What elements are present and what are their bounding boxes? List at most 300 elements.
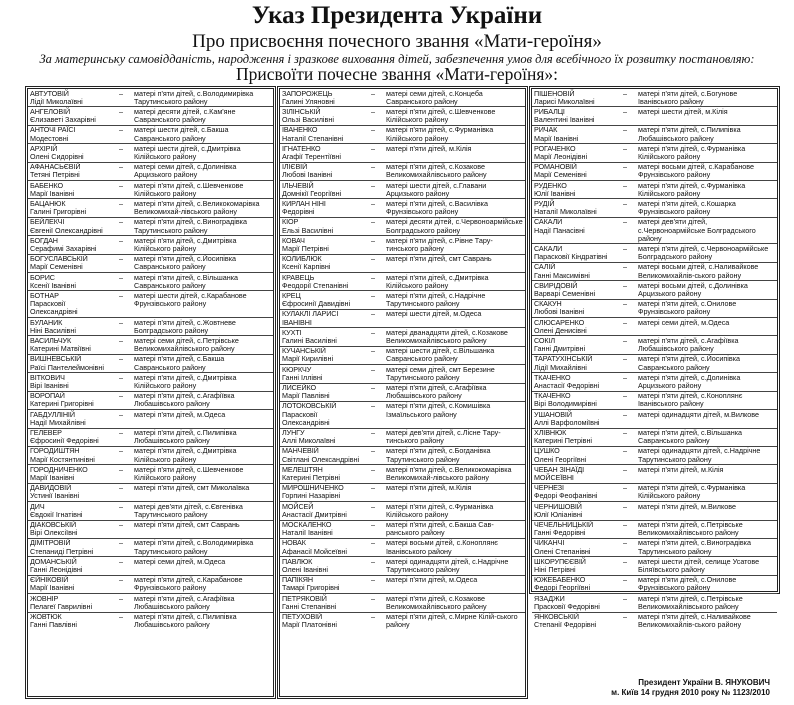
honoree-given-name: Єфросинії Федорівні — [30, 436, 99, 446]
honoree-surname: ЮЖЕБАБЕНКО — [534, 575, 586, 585]
honoree-entry — [532, 89, 777, 107]
honoree-given-name: Горпині Назарівні — [282, 491, 341, 501]
dash-separator: – — [623, 446, 627, 456]
honoree-description: матері семи дітей, м.Одеса — [134, 557, 226, 566]
honoree-description: матері п'яти дітей, с.Володимирівка Тарутинського району — [134, 538, 254, 556]
honoree-surname: МЕЛЕШТЯН — [282, 465, 323, 474]
honoree-name — [28, 539, 108, 555]
dash-separator: – — [119, 428, 123, 438]
honoree-surname: МАНЧЕВІЙ — [282, 446, 319, 456]
honoree-description: матері п'яти дітей, с.Кошарка Фрунзівського району — [638, 199, 736, 217]
honoree-given-name: Варварі Семенівні — [534, 288, 596, 298]
honoree-entry — [280, 502, 525, 520]
honoree-given-name: Анастасії Федорівні — [534, 381, 600, 390]
honoree-name — [280, 163, 360, 179]
honoree-name — [280, 429, 360, 445]
honoree-entry — [280, 218, 525, 236]
honoree-description: матері шести дітей, м.Кілія — [638, 107, 728, 116]
dash-separator: – — [623, 299, 627, 309]
honoree-name — [532, 245, 612, 261]
honoree-entry — [280, 557, 525, 575]
honoree-surname: ДИЧ — [30, 502, 45, 511]
honoree-surname: ДІМІТРОВІЙ — [30, 538, 71, 548]
honoree-description: матері п'яти дітей, с.Йосипівка Савранського району — [638, 354, 741, 372]
honoree-given-name: Світлані Олександрівні — [282, 454, 360, 464]
honoree-entry — [28, 355, 273, 373]
honoree-name — [532, 374, 612, 390]
dash-separator: – — [623, 144, 627, 153]
honoree-surname: ІЛЬЧЕВІЙ — [282, 181, 314, 190]
honoree-name — [280, 255, 360, 271]
honoree-surname: СЛЮСАРЕНКО — [534, 318, 585, 327]
honoree-description: матері п'яти дітей, с.Пилипівка Любашівського району — [134, 612, 237, 630]
dash-separator: – — [623, 318, 627, 327]
dash-separator: – — [119, 199, 123, 208]
honoree-given-name: Олені Степанівні — [534, 546, 591, 556]
honoree-entry — [280, 402, 525, 429]
honoree-description: матері п'яти дітей, с.Козакове Великомихайлівського району — [386, 162, 487, 180]
honoree-description: матері п'яти дітей, м.Кілія — [386, 483, 472, 493]
honoree-entry — [532, 318, 777, 336]
honoree-name — [28, 319, 108, 335]
honoree-entry — [280, 613, 525, 630]
honoree-entry — [532, 244, 777, 262]
dash-separator: – — [623, 483, 627, 493]
honoree-surname: ГЕЛЕВЕР — [30, 428, 62, 438]
honoree-description: матері восьми дітей, с.Долинівка Арцизького району — [638, 281, 748, 298]
honoree-entry — [28, 255, 273, 273]
honoree-surname: КУЛАКЛІ ЛАРИСІ ІВАНІВНІ — [282, 309, 339, 327]
dash-separator: – — [371, 383, 375, 392]
honoree-description: матері п'яти дітей, с.Петрівське Великомихайлівського району — [638, 594, 743, 611]
honoree-entry — [532, 263, 777, 281]
dash-separator: – — [371, 575, 375, 585]
honoree-description: матері п'яти дітей, с.Фурманівка Кілійського району — [638, 181, 746, 198]
honoree-surname: ІЛІЄВІЙ — [282, 162, 308, 172]
honoree-entry — [280, 447, 525, 465]
honoree-name — [532, 447, 612, 463]
dash-separator: – — [119, 391, 123, 401]
honoree-name — [532, 484, 612, 500]
honoree-description: матері п'яти дітей, с.Шевченкове Кілійського району — [134, 181, 244, 198]
dash-separator: – — [371, 125, 375, 135]
honoree-description: матері шести дітей, селище Усатове Біляївського району — [638, 557, 760, 575]
honoree-name — [280, 292, 360, 308]
honoree-description: матері п'яти дітей, с.Фурманівка Кілійського району — [638, 144, 746, 161]
honoree-entry — [532, 144, 777, 162]
decree-preamble: За материнську самовідданість, народження і зразкове виховання дітей, забезпечення умов для всебічного їх розвитку постановляю: — [39, 52, 755, 66]
honoree-description: матері п'яти дітей, с.Йосипівка Савранського району — [134, 254, 237, 272]
honoree-surname: БОГУСЛАВСЬКІЙ — [30, 254, 88, 264]
honoree-given-name: Парасковії Олександрівні — [30, 299, 78, 317]
dash-separator: – — [623, 281, 627, 290]
honoree-given-name: Надії Панасівні — [534, 225, 585, 235]
honoree-name — [280, 558, 360, 574]
honoree-name — [28, 292, 108, 317]
names-column-2 — [279, 88, 526, 697]
honoree-description: матері п'яти дітей, с.Долинівка Арцизького району — [638, 373, 741, 390]
honoree-name — [532, 300, 612, 316]
honoree-surname: РОГАЧЕНКО — [534, 144, 576, 153]
honoree-name — [532, 595, 612, 611]
honoree-description: матері п'яти дітей, м.Кілія — [638, 465, 724, 474]
honoree-given-name: Олені Георгіївні — [534, 454, 587, 464]
dash-separator: – — [119, 273, 123, 282]
dash-separator: – — [371, 144, 375, 153]
dash-separator: – — [371, 273, 375, 282]
honoree-given-name: Олені Іванівні — [282, 565, 328, 575]
honoree-given-name: Лідії Миколаївні — [30, 96, 83, 106]
honoree-entry — [280, 576, 525, 594]
honoree-given-name: Марії Петрівні — [282, 243, 329, 253]
honoree-given-name: Парасковії Олександрівні — [282, 409, 330, 427]
honoree-description: матері шести дітей, с.Дмитрівка Кілійського району — [134, 144, 241, 161]
honoree-entry — [28, 181, 273, 199]
dash-separator: – — [119, 520, 123, 530]
honoree-entry — [532, 163, 777, 181]
dash-separator: – — [623, 162, 627, 172]
honoree-surname: ЛУНГУ — [282, 428, 305, 438]
honoree-surname: КРАВЕЦЬ — [282, 273, 315, 282]
honoree-entry — [28, 236, 273, 254]
honoree-description: матері п'яти дітей, с.Бакша Сав-ранського району — [386, 520, 494, 538]
honoree-surname: РОМАНОВІЙ — [534, 162, 577, 172]
honoree-description: матері п'яти дітей, смт Миколаївка — [134, 483, 250, 493]
dash-separator: – — [623, 502, 627, 511]
honoree-name — [280, 613, 360, 629]
honoree-description: матері п'яти дітей, м.Вилкове — [638, 502, 736, 511]
honoree-name — [280, 366, 360, 382]
honoree-given-name: Раїсі Пантелеймонівні — [30, 362, 104, 372]
honoree-surname: ГАБДУЛЛІНІЙ — [30, 410, 75, 419]
honoree-surname: АФАНАСЬЄВІЙ — [30, 162, 81, 172]
honoree-entry — [28, 392, 273, 410]
honoree-name — [28, 274, 108, 290]
honoree-surname: ТАРАТУХІНСЬКІЙ — [534, 354, 593, 364]
honoree-surname: КИРЛАН НІНІ — [282, 199, 326, 208]
honoree-surname: ЛОТОКОВСЬКІЙ — [282, 401, 337, 411]
honoree-name — [28, 484, 108, 500]
honoree-description: матері п'яти дітей, с.Виноградівка Тарутинського району — [638, 538, 751, 556]
honoree-entry — [28, 107, 273, 125]
honoree-given-name: Марії Платонівні — [282, 620, 338, 630]
honoree-name — [532, 90, 612, 106]
honoree-surname: ЧЕБАН ЗІНАЇДІ МОЙСЕЇВНІ — [534, 465, 585, 483]
honoree-entry — [280, 236, 525, 254]
honoree-given-name: Модестовні — [30, 133, 69, 143]
honoree-given-name: Марії Іванівні — [30, 583, 75, 593]
honoree-given-name: Аллі Варфоломіївні — [534, 417, 600, 427]
honoree-entry — [532, 392, 777, 410]
honoree-entry — [280, 384, 525, 402]
honoree-surname: ЄЙНІКОВІЙ — [30, 575, 69, 585]
honoree-entry — [532, 336, 777, 354]
honoree-name — [280, 539, 360, 555]
honoree-surname: ВИШНЕВСЬКІЙ — [30, 354, 82, 364]
dash-separator: – — [119, 594, 123, 603]
names-column-3 — [531, 88, 778, 630]
honoree-name — [280, 329, 360, 345]
honoree-name — [532, 282, 612, 298]
honoree-name — [532, 126, 612, 142]
dash-separator: – — [119, 465, 123, 474]
honoree-surname: КЮРКЧУ — [282, 365, 312, 374]
honoree-description: матері шести дітей, с.Вільшанка Савранського району — [386, 346, 495, 364]
honoree-description: матері шести дітей, с.Главани Арцизького району — [386, 181, 487, 198]
honoree-given-name: Парасковії Кіндратівні — [534, 252, 608, 262]
honoree-given-name: Юлії Іванівні — [534, 188, 576, 198]
honoree-entry — [28, 163, 273, 181]
honoree-name — [28, 466, 108, 482]
honoree-surname: ДІАКОВСЬКІЙ — [30, 520, 77, 530]
honoree-description: матері п'яти дітей, с.Агафіївка Любашівського району — [134, 391, 235, 409]
honoree-description: матері п'яти дітей, с.Дмитрівка Кілійського району — [386, 273, 489, 290]
honoree-entry — [280, 255, 525, 273]
honoree-description: матері десяти дітей, с.Червоноармійське Болградського району — [386, 217, 523, 235]
dash-separator: – — [119, 318, 123, 327]
honoree-name — [28, 392, 108, 408]
honoree-given-name: Марії Семенівні — [30, 262, 83, 272]
honoree-surname: РУДІЙ — [534, 199, 555, 208]
honoree-surname: ПІШЕНОВІЙ — [534, 89, 575, 98]
honoree-surname: ВОРОПАЙ — [30, 391, 65, 401]
honoree-entry — [532, 300, 777, 318]
dash-separator: – — [623, 336, 627, 345]
honoree-given-name: Марії Павлівні — [282, 391, 330, 401]
decree-heading: Присвоїти почесне звання «Мати-героїня»: — [235, 64, 559, 84]
honoree-entry — [28, 576, 273, 594]
honoree-given-name: Марії Леонідівні — [534, 151, 588, 161]
honoree-description: матері шести дітей, с.Карабанове Фрунзівського району — [134, 291, 247, 309]
honoree-description: матері дев'яти дітей, с.Червоноармійське Болградського району — [638, 217, 756, 243]
honoree-given-name: Анастасії Дмитрівні — [282, 509, 347, 519]
honoree-description: матері п'яти дітей, м.Одеса — [134, 410, 226, 419]
honoree-given-name: Надії Михайлівні — [30, 417, 86, 427]
honoree-entry — [28, 521, 273, 539]
honoree-entry — [280, 144, 525, 162]
honoree-entry — [532, 218, 777, 245]
honoree-surname: ЖОВТЮК — [30, 612, 62, 622]
honoree-entry — [532, 126, 777, 144]
honoree-description: матері восьми дітей, с.Наливайкове Великомихайлів-ського району — [638, 262, 759, 280]
honoree-entry — [532, 199, 777, 217]
honoree-surname: ІГНАТЕНКО — [282, 144, 321, 153]
honoree-entry — [28, 291, 273, 318]
honoree-name — [280, 200, 360, 216]
honoree-name — [280, 182, 360, 198]
dash-separator: – — [371, 465, 375, 474]
honoree-name — [280, 90, 360, 106]
dash-separator: – — [119, 236, 123, 245]
honoree-surname: РИЧАК — [534, 125, 558, 135]
honoree-entry — [280, 328, 525, 346]
honoree-description: матері п'яти дітей, с.Онилове Фрунзівського району — [638, 299, 737, 317]
dash-separator: – — [119, 181, 123, 190]
honoree-given-name: Олені Денисівні — [534, 325, 587, 335]
honoree-entry — [280, 347, 525, 365]
honoree-surname: АВТУТОВІЙ — [30, 89, 69, 98]
honoree-name — [280, 503, 360, 519]
dash-separator: – — [119, 125, 123, 135]
honoree-surname: НОВАК — [282, 538, 306, 548]
honoree-name — [532, 319, 612, 335]
honoree-given-name: Ганні Федорівні — [534, 528, 586, 538]
dash-separator: – — [623, 391, 627, 401]
dash-separator: – — [119, 89, 123, 98]
honoree-entry — [28, 429, 273, 447]
dash-separator: – — [119, 354, 123, 364]
honoree-given-name: Марії Іванівні — [534, 133, 579, 143]
honoree-description: матері семи дітей, смт Березине Тарутинського району — [386, 365, 495, 382]
honoree-surname: ЧЕРНЕЗІ — [534, 483, 564, 493]
honoree-name — [28, 576, 108, 592]
honoree-description: матері семи дітей, с.Петрівське Великомихайлівського району — [134, 336, 239, 354]
honoree-given-name: Вірі Володимирівні — [534, 399, 597, 409]
honoree-given-name: Катерині Петрівні — [534, 436, 593, 446]
dash-separator: – — [119, 162, 123, 172]
dash-separator: – — [371, 446, 375, 456]
honoree-given-name: Ользі Василівні — [282, 115, 334, 125]
honoree-surname: ХЛІВНЮК — [534, 428, 567, 438]
honoree-entry — [280, 594, 525, 612]
honoree-entry — [532, 557, 777, 575]
honoree-name — [280, 145, 360, 161]
honoree-name — [28, 613, 108, 629]
dash-separator: – — [119, 483, 123, 493]
dash-separator: – — [371, 107, 375, 116]
honoree-given-name: Наталії Степанівні — [282, 133, 344, 143]
dash-separator: – — [119, 446, 123, 456]
dash-separator: – — [371, 309, 375, 319]
honoree-name — [532, 521, 612, 537]
honoree-description: матері п'яти дітей, с.Великокомарівка Великомихай-лівського району — [386, 465, 512, 483]
honoree-given-name: Афанасії Мойсеївні — [282, 546, 347, 556]
honoree-given-name: Юлії Юліанівні — [534, 509, 583, 519]
honoree-name — [280, 108, 360, 124]
dash-separator: – — [119, 410, 123, 419]
honoree-description: матері п'яти дітей, м.Одеса — [386, 575, 478, 585]
honoree-surname: БАЦАНЮК — [30, 199, 66, 208]
dash-separator: – — [371, 594, 375, 603]
honoree-surname: ПЕТРЯКОВІЙ — [282, 594, 327, 603]
dash-separator: – — [371, 291, 375, 300]
honoree-name — [532, 337, 612, 353]
honoree-name — [280, 126, 360, 142]
honoree-description: матері дев'яти дітей, с.Євгенівка Тарутинського району — [134, 502, 243, 519]
signature-president: Президент України В. ЯНУКОВИЧ — [638, 678, 770, 687]
honoree-name — [280, 218, 360, 234]
honoree-entry — [280, 539, 525, 557]
honoree-surname: ДОМАНСЬКІЙ — [30, 557, 77, 566]
honoree-surname: УШАНОВІЙ — [534, 410, 572, 419]
honoree-entry — [28, 484, 273, 502]
honoree-description: матері п'яти дітей, с.Вільшанка Савранського району — [638, 428, 743, 446]
honoree-given-name: Марії Костянтинівні — [30, 454, 95, 464]
honoree-given-name: Степаниді Петрівні — [30, 546, 94, 556]
honoree-name — [28, 163, 108, 179]
dash-separator: – — [371, 538, 375, 548]
honoree-entry — [280, 181, 525, 199]
honoree-surname: СВИРІДОВІЙ — [534, 281, 578, 290]
honoree-entry — [280, 365, 525, 383]
honoree-entry — [28, 318, 273, 336]
honoree-given-name: Наталії Миколаївні — [534, 207, 597, 217]
honoree-surname: БОРИС — [30, 273, 55, 282]
dash-separator: – — [119, 575, 123, 585]
honoree-name — [28, 200, 108, 216]
honoree-name — [280, 347, 360, 363]
honoree-surname: ТКАЧЕНКО — [534, 373, 571, 382]
honoree-description: матері п'яти дітей, с.Пилипівка Любашівського району — [638, 125, 741, 143]
dash-separator: – — [623, 181, 627, 190]
honoree-surname: ГОРОДНИЧЕНКО — [30, 465, 88, 474]
honoree-name — [280, 521, 360, 537]
honoree-surname: РУДЕНКО — [534, 181, 567, 190]
honoree-given-name: Домнікії Георгіївні — [282, 188, 342, 198]
honoree-description: матері п'яти дітей, с.Дмитрівка Кілійського району — [134, 373, 237, 390]
decree-title: Указ Президента України — [251, 2, 543, 29]
honoree-entry — [280, 291, 525, 309]
honoree-given-name: Ганні Степанівні — [282, 601, 337, 611]
honoree-surname: ВАСИЛЬЧУК — [30, 336, 72, 345]
honoree-description: матері п'яти дітей, смт Саврань — [134, 520, 240, 530]
honoree-description: матері п'яти дітей, с.Рівне Тару-тинського району — [386, 236, 493, 253]
honoree-name — [28, 521, 108, 537]
dash-separator: – — [623, 89, 627, 98]
honoree-description: матері п'яти дітей, с.Шевченкове Кілійського району — [134, 465, 244, 483]
honoree-name — [532, 613, 612, 629]
honoree-entry — [28, 594, 273, 612]
honoree-name — [532, 145, 612, 161]
honoree-given-name: Серафимі Захарівні — [30, 243, 97, 253]
honoree-description: матері п'яти дітей, с.Пилипівка Любашівського району — [134, 428, 237, 446]
honoree-description: матері п'яти дітей, с.Бакша Савранського району — [134, 354, 225, 372]
honoree-entry — [28, 273, 273, 291]
dash-separator: – — [623, 125, 627, 135]
honoree-name — [280, 402, 360, 427]
dash-separator: – — [371, 612, 375, 622]
honoree-given-name: Ельзі Василівні — [282, 225, 334, 235]
dash-separator: – — [623, 520, 627, 530]
honoree-entry — [280, 107, 525, 125]
honoree-description: матері п'яти дітей, смт Саврань — [386, 254, 492, 264]
dash-separator: – — [371, 217, 375, 227]
honoree-given-name: Катерині Матвіївні — [30, 344, 91, 354]
dash-separator: – — [119, 144, 123, 153]
honoree-surname: РИБАЛЦІ — [534, 107, 565, 116]
honoree-given-name: Любові Іванівні — [534, 307, 585, 317]
honoree-entry — [28, 89, 273, 107]
honoree-entry — [532, 447, 777, 465]
honoree-name — [280, 310, 360, 326]
honoree-name — [532, 429, 612, 445]
honoree-entry — [532, 594, 777, 612]
honoree-name — [28, 218, 108, 234]
honoree-entry — [28, 613, 273, 630]
honoree-entry — [28, 502, 273, 520]
honoree-name — [532, 355, 612, 371]
honoree-description: матері восьми дітей, с.Карабанове Фрунзівського району — [638, 162, 755, 180]
honoree-surname: КОЛИБЛЮК — [282, 254, 322, 264]
dash-separator: – — [623, 262, 627, 272]
dash-separator: – — [371, 483, 375, 493]
honoree-given-name: Наталії Іванівні — [282, 528, 333, 538]
honoree-given-name: Пелагеї Гаврилівні — [30, 601, 93, 611]
honoree-entry — [28, 465, 273, 483]
honoree-surname: ПАПІКЯН — [282, 575, 313, 585]
honoree-description: матері семи дітей, м.Одеса — [638, 318, 730, 327]
honoree-surname: ЯЗАДЖИ — [534, 594, 565, 603]
